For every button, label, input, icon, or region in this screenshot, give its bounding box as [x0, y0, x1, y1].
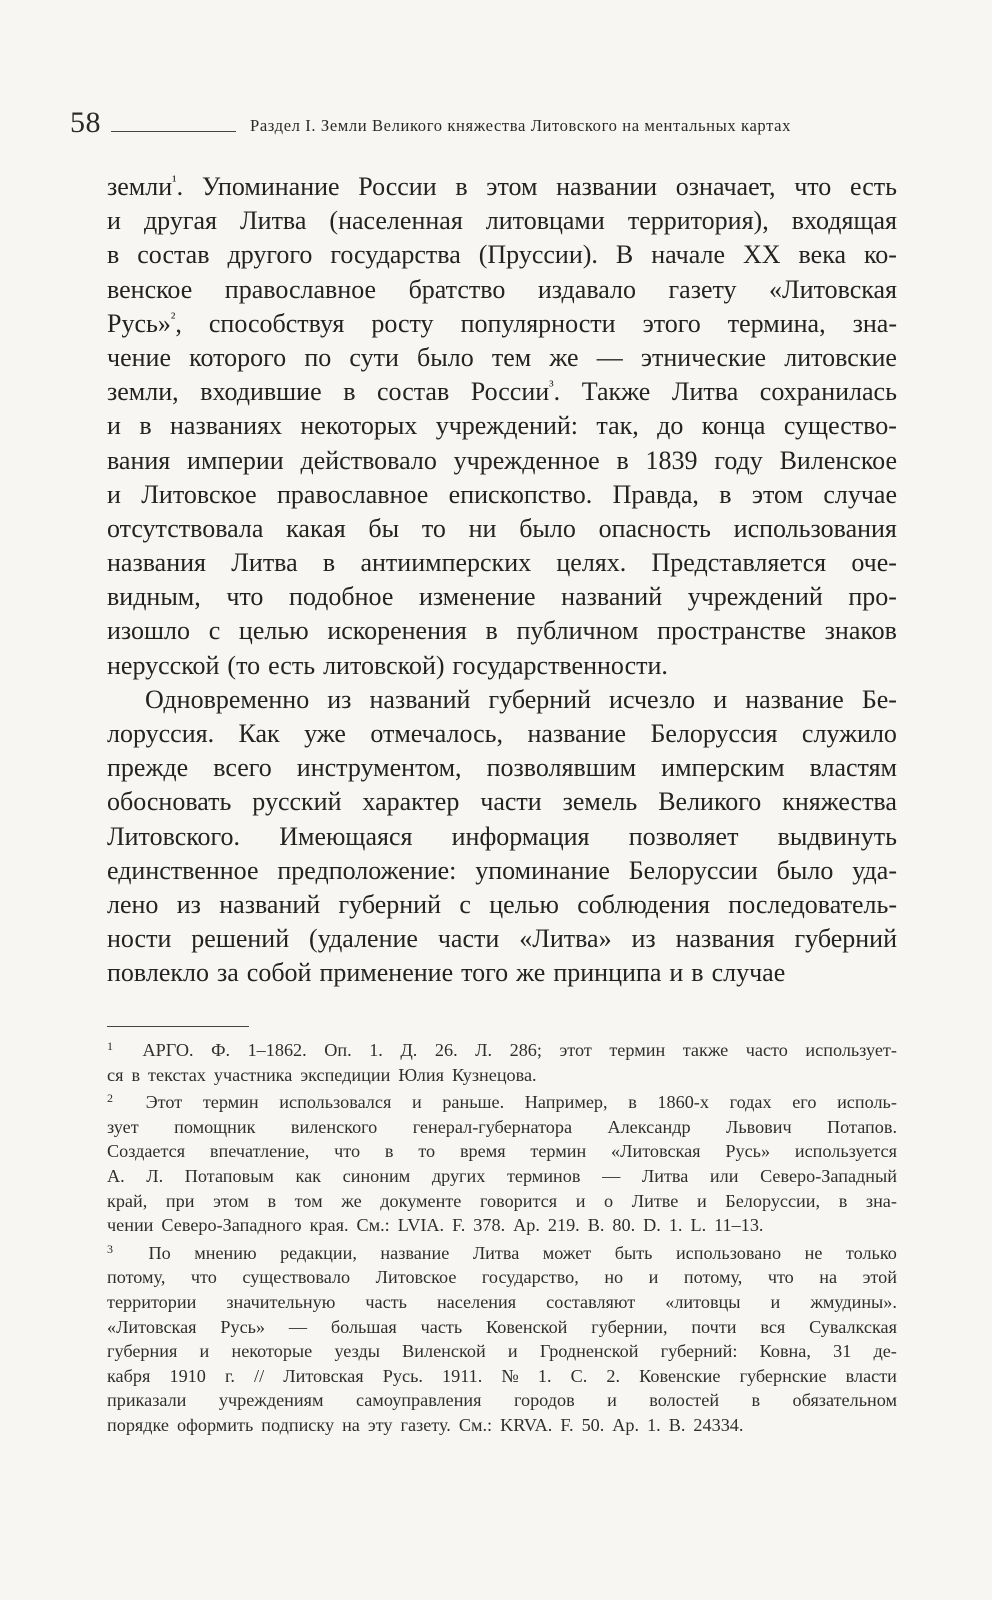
text-line: названия Литва в антиимперских целях. Представляется оче-: [107, 548, 897, 578]
text-line: обосновать русский характер части земель Великого княжества: [107, 787, 897, 817]
footnote-line: 2 Этот термин использовался и раньше. Например, в 1860-х годах его исполь-: [107, 1090, 897, 1115]
text-line: прежде всего инструментом, позволявшим имперским властям: [107, 753, 897, 783]
page-number: 58: [70, 106, 101, 139]
paragraph-2: [107, 683, 897, 991]
text-line: лено из названий губерний с целью соблюдения последователь-: [107, 889, 897, 919]
main-text: [107, 170, 897, 991]
text-line: Литовского. Имеющаяся информация позволяет выдвинуть: [107, 821, 897, 851]
footnote-line: 3 По мнению редакции, название Литва может быть использовано не только: [107, 1241, 897, 1266]
footnote-line: чении Северо-Западного края. См.: LVIA. F. 378. Ap. 219. B. 80. D. 1. L. 11–13.: [107, 1215, 764, 1236]
text-line: и Литовское православное епископство. Правда, в этом случае: [107, 479, 897, 509]
footnote-line: «Литовская Русь» — большая часть Ковенской губернии, почти вся Сувалкская: [107, 1316, 897, 1337]
footnote-line: 1 АРГО. Ф. 1–1862. Оп. 1. Д. 26. Л. 286; этот термин также часто использует-: [107, 1038, 897, 1063]
footnotes: [107, 1038, 897, 1441]
text-line: Русь»$^{^2}$, способствуя росту популярности этого термина, зна-: [107, 308, 897, 338]
text-line: единственное предположение: упоминание Белоруссии было уда-: [107, 855, 897, 885]
footnote-line: зует помощник виленского генерал-губернатора Александр Львович Потапов.: [107, 1116, 897, 1137]
footnote-line: приказали учреждениям самоуправления городов и волостей в обязательном: [107, 1390, 897, 1411]
footnote-line: кабря 1910 г. // Литовская Русь. 1911. № 1. С. 2. Ковенские губернские власти: [107, 1365, 897, 1386]
running-title: Раздел I. Земли Великого княжества Литовского на ментальных картах: [250, 116, 792, 135]
footnote-reference[interactable]: ³: [549, 378, 554, 395]
footnote-line: потому, что существовало Литовское государство, но и потому, что на этой: [107, 1267, 897, 1288]
text-line: видным, что подобное изменение названий учреждений про-: [107, 582, 897, 612]
footnote-line: Создается впечатление, что в то время термин «Литовская Русь» используется: [107, 1141, 897, 1162]
text-line: вания империи действовало учрежденное в 1839 году Виленское: [107, 445, 897, 475]
footnote: [107, 1241, 897, 1438]
footnote-line: территории значительную часть населения составляют «литовцы и жмудины».: [107, 1291, 897, 1312]
paragraph-1: [107, 170, 897, 683]
text-line: лоруссия. Как уже отмечалось, название Белоруссия служило: [107, 719, 897, 748]
footnote-reference[interactable]: ¹: [172, 173, 177, 190]
text-line: земли, входившие в состав России$^{^3}$. Также Литва сохранилась: [107, 377, 897, 407]
text-line: чение которого по сути было тем же — этнические литовские: [107, 342, 897, 372]
footnote-line: А. Л. Потаповым как синоним других терминов — Литва или Северо-Западный: [107, 1165, 897, 1186]
text-line: нерусской (то есть литовской) государственности.: [107, 650, 668, 680]
footnote-mark: 2: [107, 1091, 113, 1106]
footnote-line: ся в текстах участника экспедиции Юлия Кузнецова.: [107, 1064, 537, 1085]
footnote-line: порядке оформить подписку на эту газету. См.: KRVA. F. 50. Ap. 1. B. 24334.: [107, 1414, 744, 1435]
header-rule: [111, 131, 236, 132]
text-line: и другая Литва (населенная литовцами территория), входящая: [107, 206, 897, 236]
footnote-mark: 3: [107, 1241, 113, 1256]
text-line: повлекло за собой применение того же принципа и в случае: [107, 958, 786, 988]
text-line: отсутствовала какая бы то ни было опасность использования: [107, 513, 897, 543]
text-line: и в названиях некоторых учреждений: так, до конца существо-: [107, 411, 897, 441]
footnote-mark: 1: [107, 1039, 113, 1053]
text-line: в состав другого государства (Пруссии). В начале XX века ко-: [107, 240, 897, 270]
footnote-separator: [107, 1026, 249, 1027]
footnote: [107, 1090, 897, 1238]
footnote: [107, 1038, 897, 1087]
text-line: ности решений (удаление части «Литва» из названия губерний: [107, 924, 897, 954]
text-line: земли$^{^1}$. Упоминание России в этом названии означает, что есть: [107, 172, 897, 201]
footnote-reference[interactable]: ²: [170, 310, 176, 327]
text-line: изошло с целью искоренения в публичном пространстве знаков: [107, 616, 897, 646]
text-line: венское православное братство издавало газету «Литовская: [107, 274, 897, 304]
footnote-line: губерния и некоторые уезды Виленской и Гродненской губерний: Ковна, 31 де-: [107, 1341, 897, 1362]
page-header: [70, 104, 898, 138]
text-line: Одновременно из названий губерний исчезло и название Бе-: [145, 684, 897, 714]
footnote-line: край, при этом в том же документе говорится и о Литве и Белоруссии, в зна-: [107, 1190, 897, 1211]
